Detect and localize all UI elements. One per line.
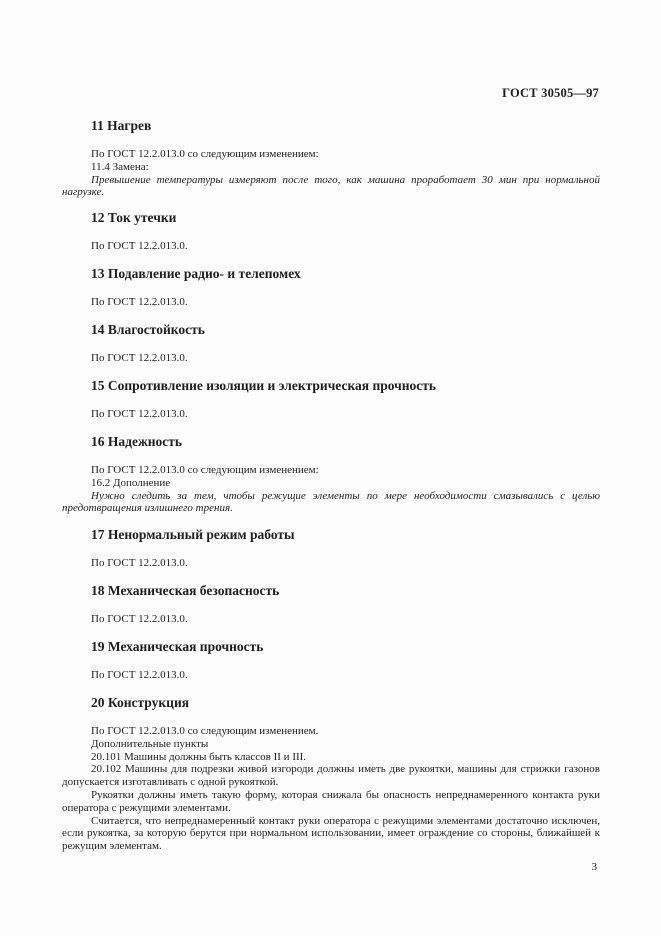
section-title: 11 Нагрев: [91, 118, 152, 133]
italic-text: Нужно следить за тем, чтобы режущие элементы по мере необходимости смазывались с целью предотвращения излишнего трения.: [62, 489, 600, 515]
section-title: 14 Влагостойкость: [91, 322, 205, 337]
section-13-radio-suppression: [62, 266, 600, 309]
reference-line: По ГОСТ 12.2.013.0 со следующим изменением:: [91, 148, 319, 160]
reference-line: По ГОСТ 12.2.013.0.: [91, 669, 188, 681]
page-number: 3: [591, 861, 597, 873]
document-id: ГОСТ 30505—97: [502, 86, 599, 100]
section-title: 12 Ток утечки: [91, 210, 177, 225]
section-title: 15 Сопротивление изоляции и электрическая прочность: [91, 378, 437, 393]
clause-line: 20.101 Машины должны быть классов II и III.: [91, 750, 307, 763]
section-14-moisture-resistance: [62, 322, 600, 365]
section-title: 16 Надежность: [91, 434, 183, 449]
italic-text: Превышение температуры измеряют после того, как машина проработает 30 мин при нормальной нагрузке.: [62, 173, 600, 199]
paragraph: Рукоятки должны иметь такую форму, которая снижала бы опасность непреднамеренного контакта руки оператора с режущими элементами.: [62, 788, 600, 814]
section-20-construction: [62, 695, 600, 853]
clause-line: Дополнительные пункты: [91, 737, 209, 750]
section-title: 20 Конструкция: [91, 695, 190, 710]
section-15-insulation: [62, 378, 600, 421]
section-title: 19 Механическая прочность: [91, 639, 264, 654]
reference-line: По ГОСТ 12.2.013.0 со следующим изменением:: [91, 464, 319, 476]
paragraph: 20.102 Машины для подрезки живой изгороди должны иметь две рукоятки, машины для стрижки газонов допускается изготавливать с одной рукояткой.: [62, 763, 600, 789]
section-11-heating: [62, 118, 600, 199]
section-17-abnormal-operation: [62, 527, 600, 570]
reference-line: По ГОСТ 12.2.013.0.: [91, 296, 188, 308]
section-18-mechanical-safety: [62, 583, 600, 626]
reference-line: По ГОСТ 12.2.013.0.: [91, 557, 188, 569]
section-19-mechanical-strength: [62, 639, 600, 682]
section-16-reliability: [62, 434, 600, 515]
section-title: 17 Ненормальный режим работы: [91, 527, 295, 542]
paragraph: Считается, что непреднамеренный контакт руки оператора с режущими элементами достаточно исключен, если рукоятка, за которую берутся при нормальном использовании, имеет ограждение со стороны, ближайшей к режущим элементам.: [62, 814, 600, 853]
reference-line: По ГОСТ 12.2.013.0 со следующим изменением.: [91, 725, 319, 737]
section-12-leakage-current: [62, 210, 600, 253]
section-title: 13 Подавление радио- и телепомех: [91, 266, 301, 281]
clause-line: 16.2 Дополнение: [91, 476, 171, 489]
reference-line: По ГОСТ 12.2.013.0.: [91, 408, 188, 420]
reference-line: По ГОСТ 12.2.013.0.: [91, 240, 188, 252]
section-title: 18 Механическая безопасность: [91, 583, 280, 598]
clause-line: 11.4 Замена:: [91, 160, 149, 173]
reference-line: По ГОСТ 12.2.013.0.: [91, 613, 188, 625]
reference-line: По ГОСТ 12.2.013.0.: [91, 352, 188, 364]
